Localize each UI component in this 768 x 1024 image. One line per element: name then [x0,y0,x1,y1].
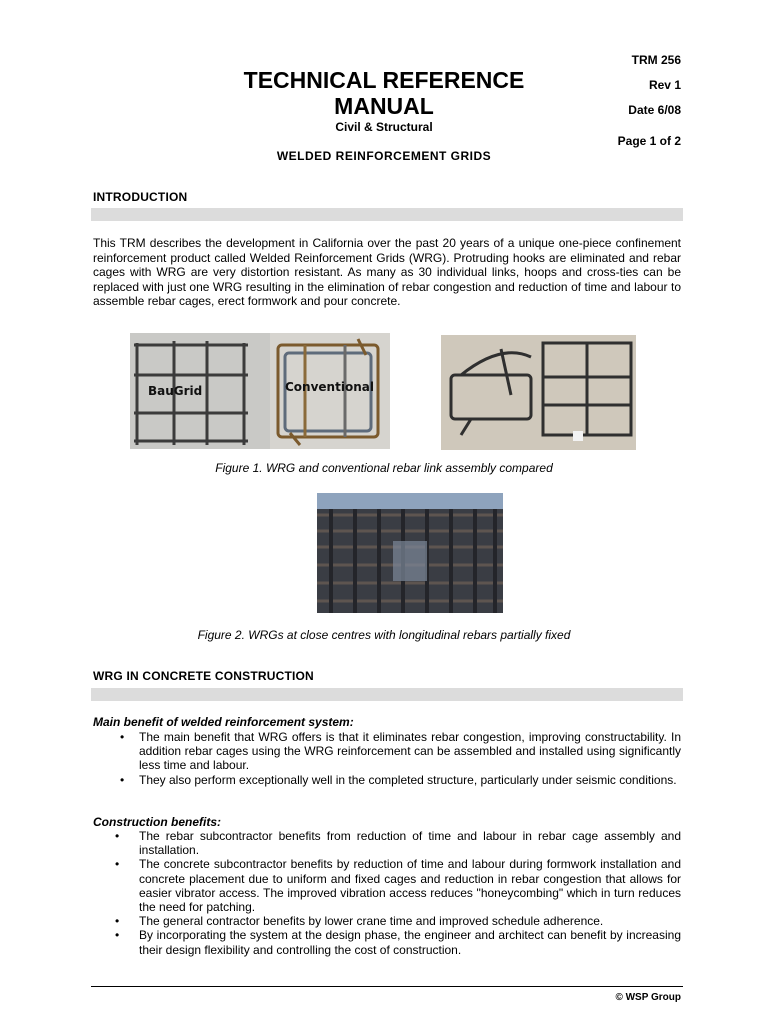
main-benefits-list [93,730,681,787]
document-title: WELDED REINFORCEMENT GRIDS [276,149,492,163]
list-item: • The rebar subcontractor benefits from reduction of time and labour in rebar cage assembly and installation. [115,829,681,858]
construction-benefits-list [93,829,681,957]
date: Date 6/08 [628,103,681,117]
figure1-caption: Figure 1. WRG and conventional rebar link assembly compared [215,461,553,475]
figure2-caption: Figure 2. WRGs at close centres with longitudinal rebars partially fixed [197,628,571,642]
section-divider-bar [91,688,683,701]
figure2-photo [317,493,503,613]
list-item: • The main benefit that WRG offers is that it eliminates rebar congestion, improving constructability. In addition rebar cages using the WRG reinforcement can be assembled and installed using significantly less time and labour. [120,730,681,773]
construction-benefits-heading: Construction benefits: [93,815,221,829]
introduction-heading: INTRODUCTION [93,190,188,204]
category-subtitle: Civil & Structural [335,120,433,134]
footer-rule [91,986,683,987]
section-divider-bar [91,208,683,221]
copyright-footer: © WSP Group [615,992,681,1003]
figure1-wrg-photo [441,335,636,450]
list-item: • By incorporating the system at the design phase, the engineer and architect can benefit by increasing their design flexibility and controlling the cost of construction. [115,928,681,957]
trm-number: TRM 256 [631,53,681,67]
list-item: • The concrete subcontractor benefits by reduction of time and labour during formwork installation and concrete placement due to uniform and fixed cages and reduction in rebar congestion that allows for easier vibrator access. The improved vibration access reduces "honeycombing" which in turn reduces the need for patching. [115,857,681,915]
page-number: Page 1 of 2 [617,134,681,148]
main-benefit-heading: Main benefit of welded reinforcement system: [93,715,354,729]
construction-heading: WRG IN CONCRETE CONSTRUCTION [93,669,314,683]
revision: Rev 1 [648,78,681,92]
manual-title-line2: MANUAL [334,93,434,119]
conventional-photo-label: Conventional [285,380,374,394]
list-item: • They also perform exceptionally well in the completed structure, particularly under seismic conditions. [120,772,677,787]
figure1-comparison-photo [130,333,390,449]
introduction-paragraph: This TRM describes the development in California over the past 20 years of a unique one-piece confinement reinforcement product called Welded Reinforcement Grids (WRG). Protruding hooks are eliminated and rebar cages with WRG are very distortion resistant. As many as 30 individual links, hoops and cross-ties can be replaced with just one WRG resulting in the elimination of rebar congestion and reduction of time and labour to assemble rebar cages, erect formwork and pour concrete. [93,236,681,308]
manual-title-line1: TECHNICAL REFERENCE [243,67,525,93]
baugrid-photo-label: BauGrid [148,384,203,398]
list-item: • The general contractor benefits by lower crane time and improved schedule adherence. [115,914,604,929]
